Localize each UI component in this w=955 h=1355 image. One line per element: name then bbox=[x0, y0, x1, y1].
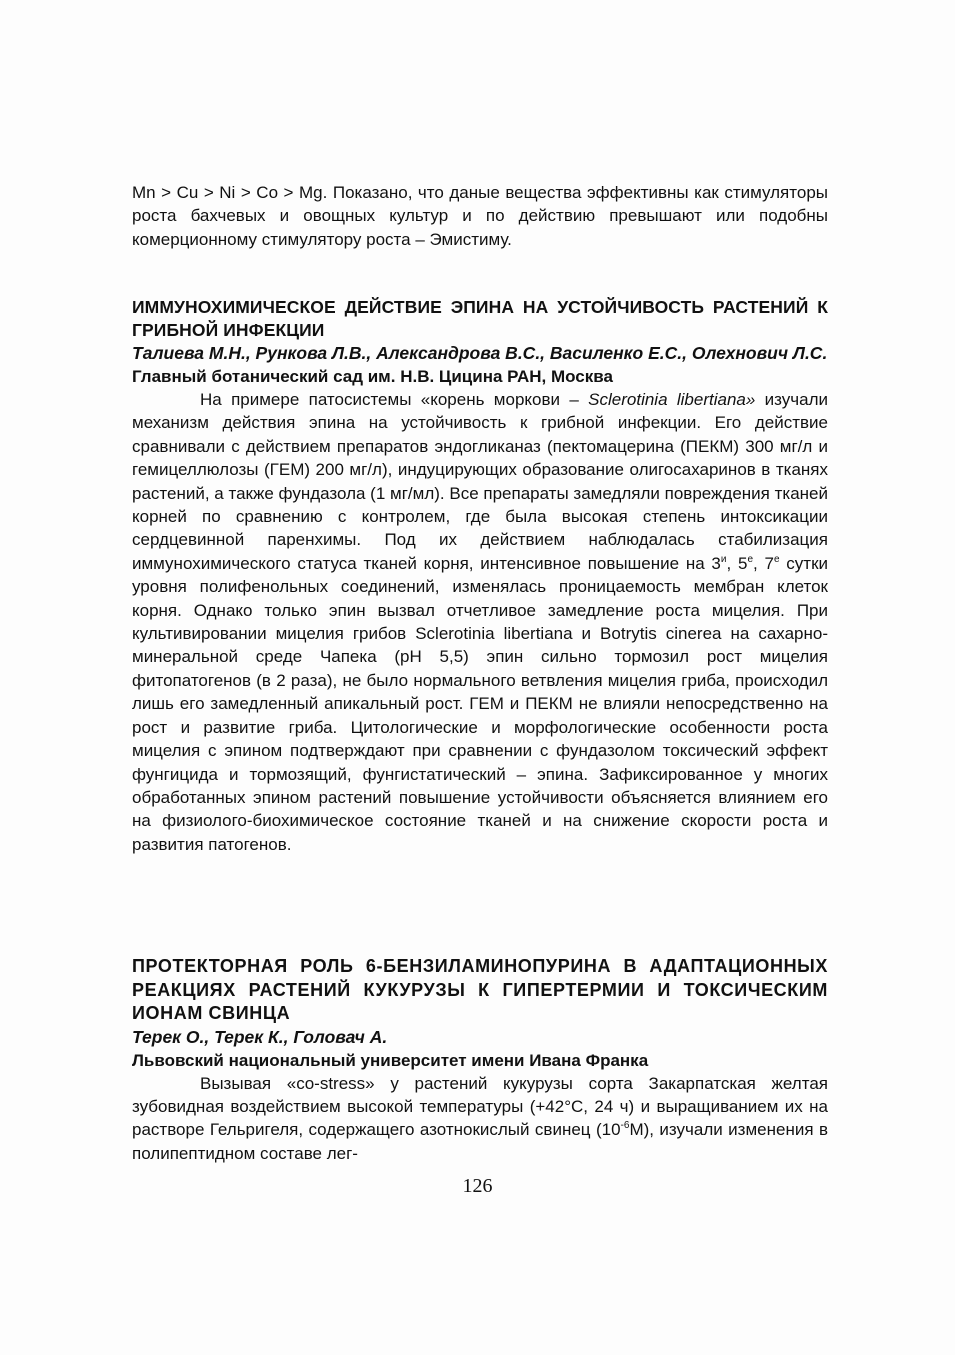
page-number: 126 bbox=[462, 1175, 493, 1197]
exponent: -6 bbox=[620, 1120, 630, 1132]
section-1-paragraph bbox=[132, 388, 828, 856]
section-2 bbox=[132, 955, 828, 1165]
section-2-title: ПРОТЕКТОРНАЯ РОЛЬ 6-БЕНЗИЛАМИНОПУРИНА В АДАПТАЦИОННЫХ РЕАКЦИЯХ РАСТЕНИЙ КУКУРУЗЫ К ГИПЕРТЕРМИИ И ТОКСИЧЕСКИМ ИОНАМ СВИНЦА bbox=[132, 956, 828, 1023]
section-1 bbox=[132, 296, 828, 856]
separator-2: , 7 bbox=[753, 553, 774, 573]
section-1-text-end: сутки уровня полифенольных соединений, изменялась проницаемость мембран клеток корня. Однако только эпин вызвал отчетливое замедление роста мицелия. При культивировании мицелия грибов Sclerotinia libertiana и Botrytis cinerea на сахарно-минеральной среде Чапека (pH 5,5) эпин сильно тормозил рост мицелия фитопатогенов (в 2 раза), не было нормального ветвления мицелия гриба, происходил лишь его замедленный апикальный рост. ГЕМ и ПЕКМ не влияли непосредственно на рост и развитие гриба. Цитологические и морфологические особенности роста мицелия с эпином подтверждают при сравнении с фундазолом токсический эффект фунгицида и тормозящий, фунгистатический – эпина. Зафиксированное у многих обработанных эпином растений повышение устойчивости объясняется влиянием его на физиолого-биохимическое состояние тканей и на снижение скорости роста и развития патогенов. bbox=[132, 553, 829, 854]
superscript-1: и bbox=[720, 553, 727, 565]
intro-block bbox=[132, 181, 828, 251]
superscript-3: е bbox=[773, 553, 780, 565]
section-2-authors: Терек О., Терек К., Головач А. bbox=[132, 1026, 388, 1047]
section-2-text-start: Вызывая «co-stress» у растений кукурузы сорта Закарпатская желтая зубовидная воздействием высокой температуры (+42°С, 24 ч) и выращиванием их на растворе Гельригеля, содержащего азотнокислый свинец (10 bbox=[132, 1073, 828, 1140]
separator-1: , 5 bbox=[726, 553, 748, 573]
section-1-authors: Талиева М.Н., Рункова Л.В., Александрова В.С., Василенко Е.С., Олехнович Л.С. bbox=[132, 343, 828, 363]
section-1-affiliation: Главный ботанический сад им. Н.В. Цицина РАН, Москва bbox=[132, 367, 613, 386]
section-1-text-mid: изучали механизм действия эпина на устойчивость к грибной инфекции. Его действие сравнивали с действием препаратов эндогликаназ (пектомацерина (ПЕКМ) 300 мг/л и гемицеллюлозы (ГЕМ) 200 мг/л), индуцирующих образование олигосахаринов в тканях растений, а также фундазола (1 мг/мл). Все препараты замедляли повреждения тканей корней по сравнению с контролем, где была высокая степень интоксикации сердцевинной паренхимы. Под их действием наблюдалась стабилизация иммунохимического статуса тканей корня, интенсивное повышение на 3 bbox=[132, 390, 828, 573]
section-2-affiliation: Львовский национальный университет имени Ивана Франка bbox=[132, 1050, 649, 1070]
superscript-2: е bbox=[747, 553, 753, 565]
section-2-paragraph bbox=[132, 1072, 828, 1166]
section-1-text-start: На примере патосистемы «корень моркови – bbox=[200, 390, 589, 409]
section-1-title: ИММУНОХИМИЧЕСКОЕ ДЕЙСТВИЕ ЭПИНА НА УСТОЙЧИВОСТЬ РАСТЕНИЙ К ГРИБНОЙ ИНФЕКЦИИ bbox=[132, 297, 828, 340]
intro-paragraph: Mn > Cu > Ni > Co > Mg. Показано, что даные вещества эффективны как стимуляторы роста бахчевых и овощных культур и по действию превышают или подобны комерционному стимулятору роста – Эмистиму. bbox=[132, 183, 828, 249]
species-name: Sclerotinia libertiana» bbox=[588, 390, 756, 409]
section-2-text-end: М), изучали изменения в полипептидном составе лег- bbox=[132, 1120, 828, 1163]
